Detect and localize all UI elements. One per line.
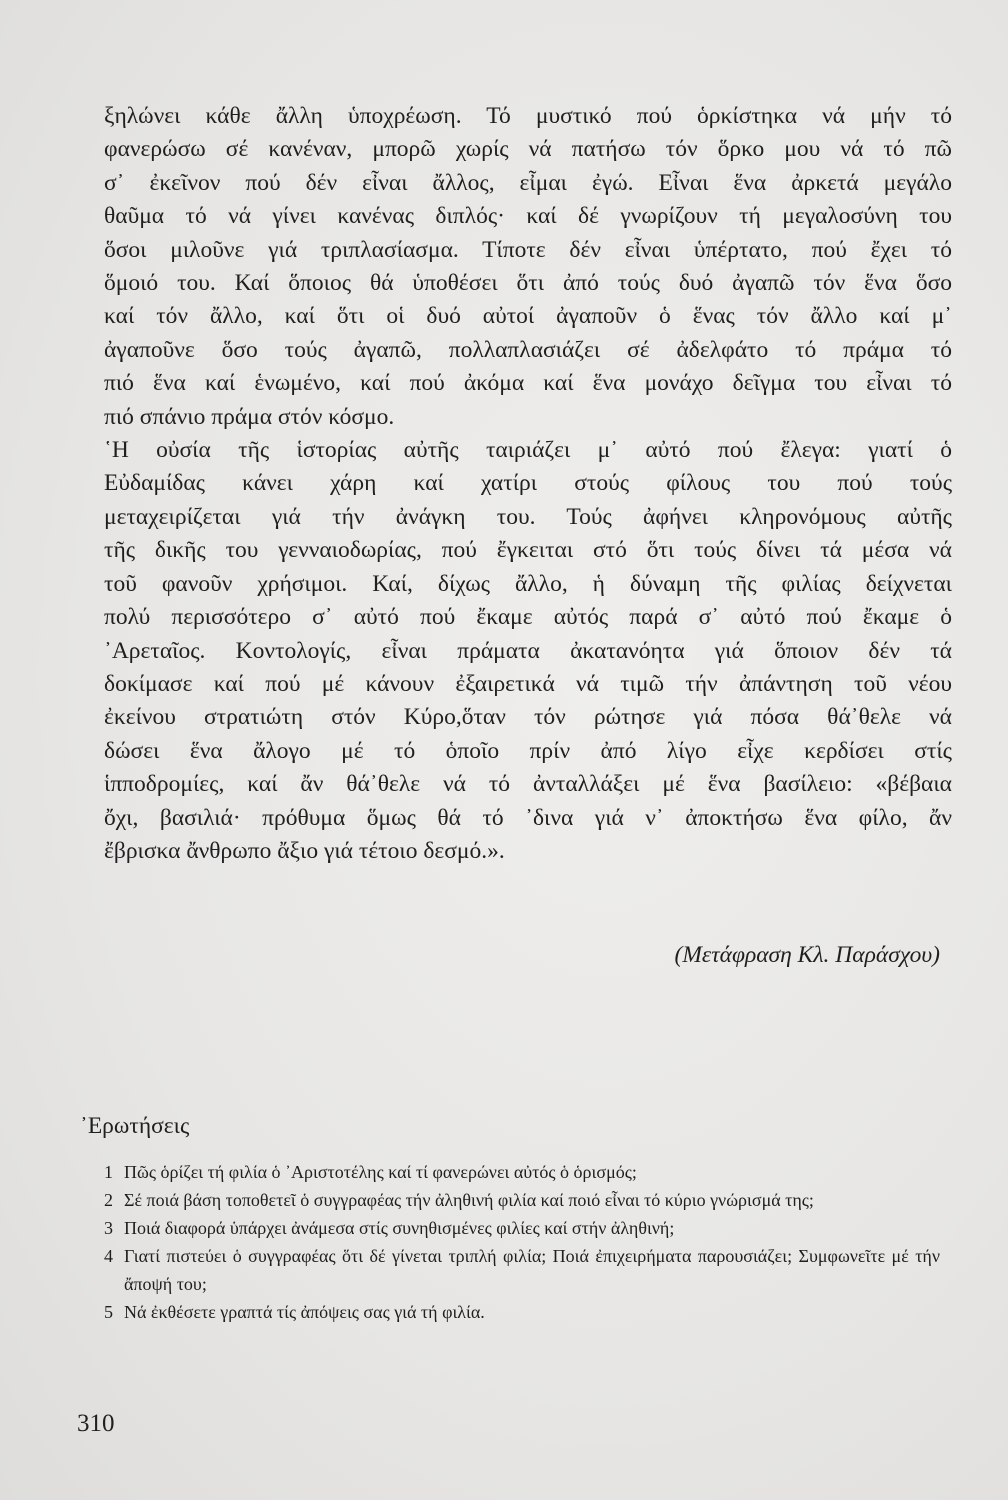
text-line: φανερώσω σέ κανέναν, μπορῶ χωρίς νά πατήσω τόν ὅρκο μου νά τό πῶ bbox=[104, 136, 952, 163]
text-line: μεταχειρίζεται γιά τήν ἀνάγκη του. Τούς ἀφήνει κληρονόμους αὐτῆς bbox=[104, 503, 952, 530]
question-item bbox=[104, 1186, 940, 1214]
question-number: 3 bbox=[104, 1218, 113, 1238]
text-line: ἔβρισκα ἄνθρωπο ἄξιο γιά τέτοιο δεσμό.». bbox=[104, 837, 505, 864]
text-line: πιό σπάνιο πράμα στόν κόσμο. bbox=[104, 403, 395, 430]
text-line: δοκίμασε καί πού μέ κάνουν ἐξαιρετικά νά τιμῶ τήν ἀπάντηση τοῦ νέου bbox=[104, 670, 952, 697]
question-text: Ποιά διαφορά ὑπάρχει ἀνάμεσα στίς συνηθισμένες φιλίες καί στήν ἀληθινή; bbox=[124, 1218, 675, 1238]
text-line: ῾Η οὐσία τῆς ἱστορίας αὐτῆς ταιριάζει μ᾿ αὐτό πού ἔλεγα: γιατί ὁ bbox=[104, 437, 952, 464]
text-line: ξηλώνει κάθε ἄλλη ὑποχρέωση. Τό μυστικό πού ὁρκίστηκα νά μήν τό bbox=[104, 103, 952, 129]
question-item bbox=[104, 1214, 940, 1242]
question-item bbox=[104, 1158, 940, 1186]
page-number: 310 bbox=[77, 1410, 115, 1437]
question-text: Γιατί πιστεύει ὁ συγγραφέας ὅτι δέ γίνεται τριπλή φιλία; Ποιά ἐπιχειρήματα παρουσιάζει; Συμφωνεῖτε μέ τήν ἄποψή του; bbox=[124, 1246, 940, 1294]
text-line: ὄχι, βασιλιά· πρόθυμα ὅμως θά τό ᾿δινα γιά ν᾿ ἀποκτήσω ἕνα φίλο, ἄν bbox=[104, 804, 952, 831]
text-line: πολύ περισσότερο σ᾿ αὐτό πού ἔκαμε αὐτός παρά σ᾿ αὐτό πού ἔκαμε ὁ bbox=[104, 604, 952, 631]
question-number: 2 bbox=[104, 1190, 113, 1210]
text-line: ἱπποδρομίες, καί ἄν θά᾿θελε νά τό ἀνταλλάξει μέ ἕνα βασίλειο: «βέβαια bbox=[104, 771, 952, 798]
text-line: δώσει ἕνα ἄλογο μέ τό ὁποῖο πρίν ἀπό λίγο εἶχε κερδίσει στίς bbox=[104, 737, 952, 764]
text-line: ὅμοιό του. Καί ὅποιος θά ὑποθέσει ὅτι ἀπό τούς δυό ἀγαπῶ τόν ἕνα ὅσο bbox=[104, 270, 952, 297]
text-line: σ᾿ ἐκεῖνον πού δέν εἶναι ἄλλος, εἶμαι ἐγώ. Εἶναι ἕνα ἀρκετά μεγάλο bbox=[104, 169, 952, 196]
text-line: ᾿Αρεταῖος. Κοντολογίς, εἶναι πράματα ἀκατανόητα γιά ὅποιον δέν τά bbox=[104, 637, 952, 664]
question-item bbox=[104, 1298, 940, 1326]
text-line: θαῦμα τό νά γίνει κανένας διπλός· καί δέ γνωρίζουν τή μεγαλοσύνη του bbox=[104, 203, 952, 230]
text-line: ἐκείνου στρατιώτη στόν Κύρο,ὅταν τόν ρώτησε γιά πόσα θά᾿θελε νά bbox=[104, 704, 952, 731]
question-text: Νά ἐκθέσετε γραπτά τίς ἀπόψεις σας γιά τή φιλία. bbox=[124, 1302, 485, 1322]
question-number: 1 bbox=[104, 1162, 113, 1182]
text-line: τῆς δικῆς του γενναιοδωρίας, πού ἔγκειται στό ὅτι τούς δίνει τά μέσα νά bbox=[104, 537, 952, 564]
questions-list bbox=[104, 1158, 940, 1326]
text-line: πιό ἕνα καί ἑνωμένο, καί πού ἀκόμα καί ἕνα μονάχο δεῖγμα του εἶναι τό bbox=[104, 370, 952, 397]
question-number: 5 bbox=[104, 1302, 113, 1322]
text-line: ἀγαποῦνε ὅσο τούς ἀγαπῶ, πολλαπλασιάζει σέ ἀδελφάτο τό πράμα τό bbox=[104, 336, 952, 363]
text-line: ὅσοι μιλοῦνε γιά τριπλασίασμα. Τίποτε δέν εἶναι ὑπέρτατο, πού ἔχει τό bbox=[104, 236, 952, 263]
text-line: τοῦ φανοῦν χρήσιμοι. Καί, δίχως ἄλλο, ἡ δύναμη τῆς φιλίας δείχνεται bbox=[104, 570, 952, 597]
text-line: Εὐδαμίδας κάνει χάρη καί χατίρι στούς φίλους του πού τούς bbox=[104, 470, 952, 497]
main-text-body bbox=[104, 100, 952, 868]
translator-credit: (Μετάφραση Κλ. Παράσχου) bbox=[674, 942, 940, 968]
question-number: 4 bbox=[104, 1246, 113, 1266]
questions-heading: ᾿Ερωτήσεις bbox=[80, 1113, 190, 1139]
question-text: Πῶς ὁρίζει τή φιλία ὁ ᾿Αριστοτέλης καί τί φανερώνει αὐτός ὁ ὁρισμός; bbox=[124, 1162, 637, 1182]
question-item bbox=[104, 1242, 940, 1298]
question-text: Σέ ποιά βάση τοποθετεῖ ὁ συγγραφέας τήν ἀληθινή φιλία καί ποιό εἶναι τό κύριο γνώρισμά της; bbox=[124, 1190, 814, 1210]
text-line: καί τόν ἄλλο, καί ὅτι οἱ δυό αὐτοί ἀγαποῦν ὁ ἕνας τόν ἄλλο καί μ᾿ bbox=[104, 303, 952, 330]
